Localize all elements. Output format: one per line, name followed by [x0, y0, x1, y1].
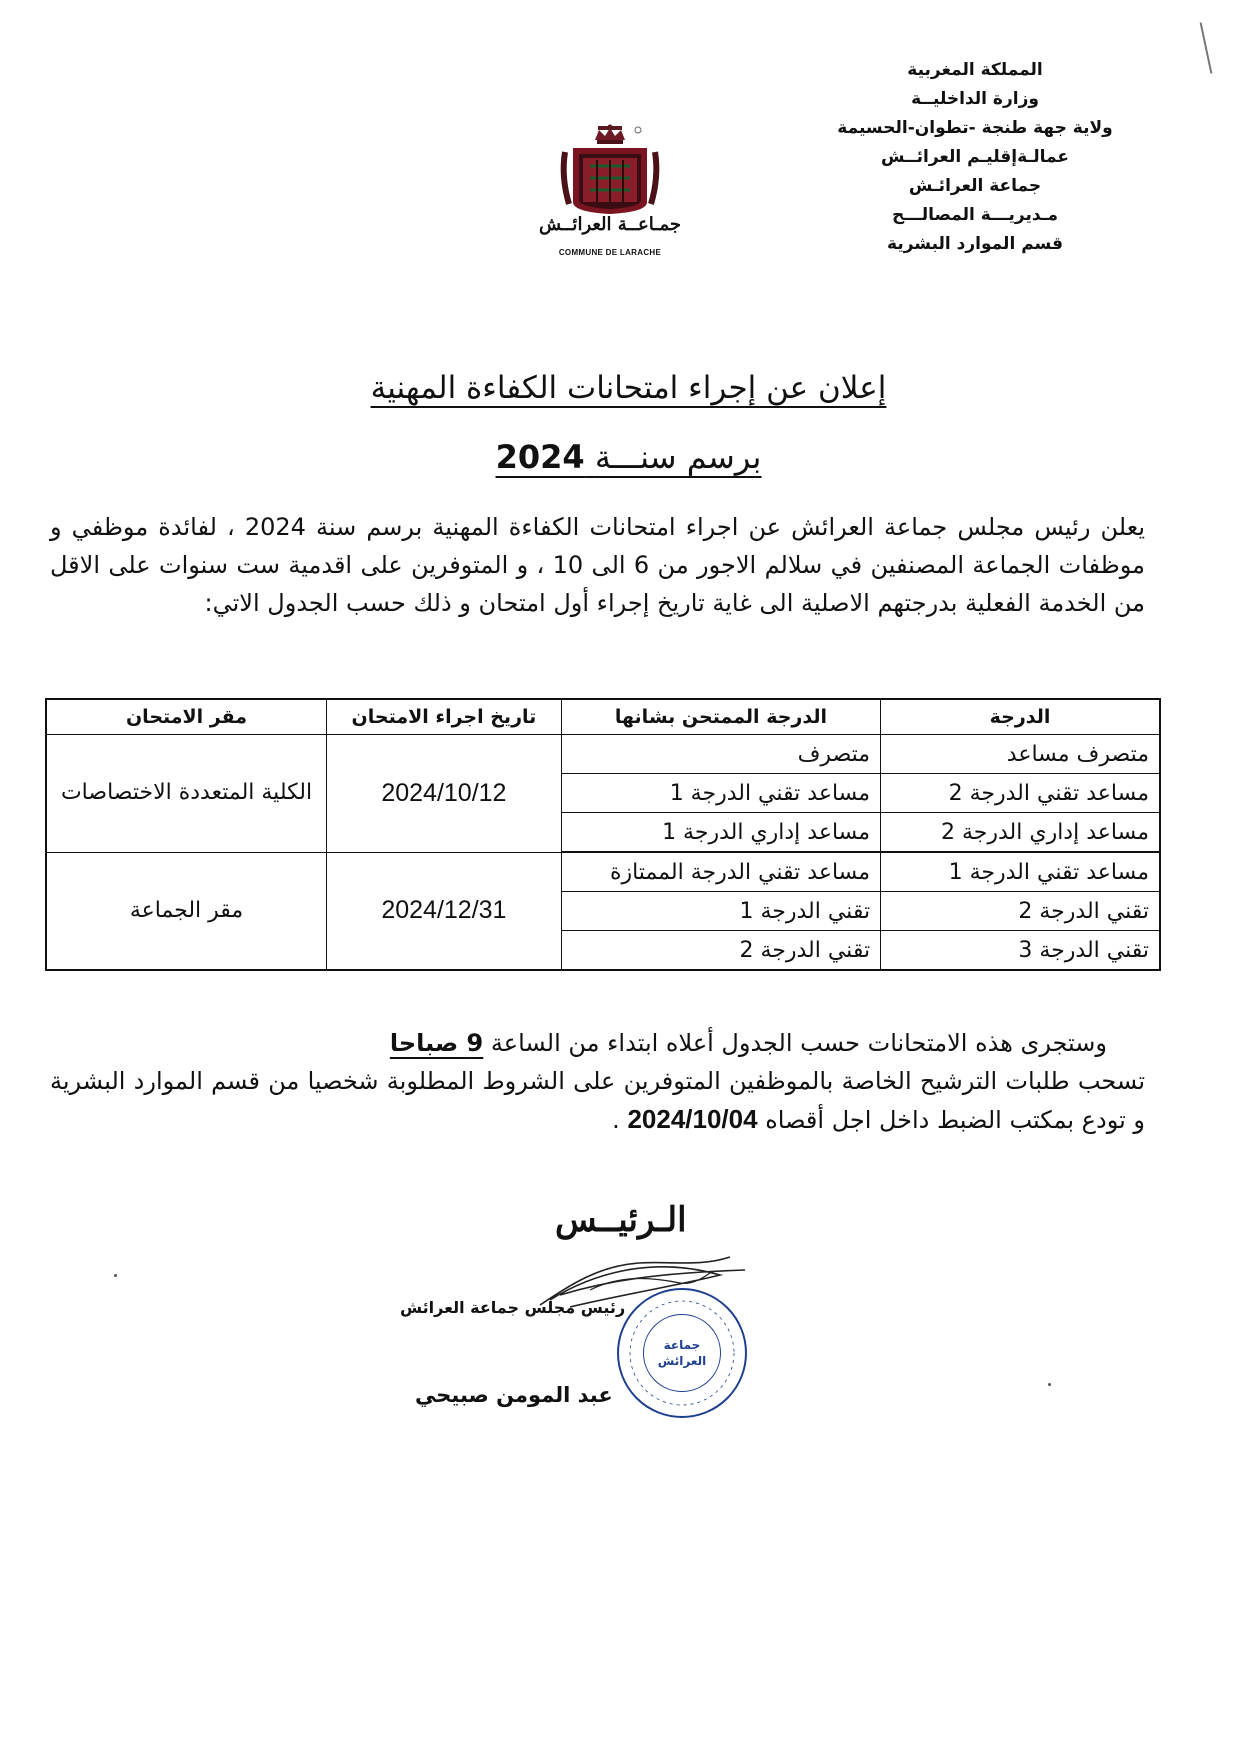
- header-grade: الدرجة: [881, 699, 1160, 735]
- president-role: رئيس مجلس جماعة العرائش: [400, 1298, 626, 1317]
- commune-emblem: [535, 122, 685, 267]
- application-text: تسحب طلبات الترشيح الخاصة بالموظفين المتوفرين على الشروط المطلوبة شخصيا من قسم الموارد البشرية و تودع بمكتب الضبط داخل اجل أقصاه: [50, 1067, 1145, 1134]
- cell-grade: تقني الدرجة 3: [881, 931, 1160, 971]
- cell-target-grade: تقني الدرجة 1: [561, 892, 880, 931]
- header-line-province: عمالـةإقليـم العرائــش: [880, 147, 1070, 167]
- header-target-grade: الدرجة الممتحن بشانها: [561, 699, 880, 735]
- emblem-name-arabic: جمـاعــة العرائــش: [538, 214, 682, 235]
- cell-target-grade: تقني الدرجة 2: [561, 931, 880, 971]
- scan-speck: [1048, 1383, 1051, 1386]
- header-exam-venue: مقر الامتحان: [46, 699, 327, 735]
- exam-time-note: [390, 1024, 1107, 1062]
- cell-target-grade: مساعد إداري الدرجة 1: [561, 813, 880, 853]
- cell-exam-venue: مقر الجماعة: [46, 852, 327, 970]
- margin-mark: [1200, 22, 1213, 73]
- cell-target-grade: مساعد تقني الدرجة الممتازة: [561, 852, 880, 892]
- header-exam-date: تاريخ اجراء الامتحان: [327, 699, 562, 735]
- application-note: [50, 1062, 1145, 1139]
- header-line-wilaya: ولاية جهة طنجة -تطوان-الحسيمة: [837, 118, 1113, 138]
- table-row: [46, 735, 1160, 774]
- application-suffix: .: [612, 1106, 620, 1134]
- president-title: الـرئيــس: [555, 1200, 687, 1240]
- table-header-row: [46, 699, 1160, 735]
- exam-schedule-table: [45, 698, 1161, 971]
- stamp-text-1: جماعة: [663, 1338, 701, 1352]
- cell-target-grade: متصرف: [561, 735, 880, 774]
- stamp-text-2: العرائش: [657, 1354, 707, 1368]
- subtitle-prefix: برسم سنـــة: [594, 438, 762, 476]
- announcement-subtitle: [0, 438, 1257, 476]
- application-deadline: 2024/10/04: [627, 1104, 758, 1134]
- issuer-header: [765, 56, 1185, 259]
- cell-grade: مساعد تقني الدرجة 1: [881, 852, 1160, 892]
- cell-exam-date: 2024/10/12: [327, 735, 562, 853]
- header-line-department: قسم الموارد البشرية: [887, 234, 1063, 254]
- header-line-ministry: وزارة الداخليــة: [911, 89, 1039, 109]
- table-row: [46, 852, 1160, 892]
- cell-grade: تقني الدرجة 2: [881, 892, 1160, 931]
- intro-paragraph: يعلن رئيس مجلس جماعة العرائش عن اجراء امتحانات الكفاءة المهنية برسم سنة 2024 ، لفائدة موظفي و موظفات الجماعة المصنفين في سلالم الاجور من 6 الى 10 ، و المتوفرين على اقدمية ست سنوات على الاقل من الخدمة الفعلية بدرجتهم الاصلية الى غاية تاريخ إجراء أول امتحان و ذلك حسب الجدول الاتي:: [50, 513, 1145, 617]
- official-stamp: [617, 1288, 747, 1418]
- emblem-name-french: COMMUNE DE LARACHE: [558, 248, 662, 257]
- announcement-title: [0, 370, 1257, 406]
- exam-start-time: 9 صباحا: [389, 1029, 484, 1057]
- president-name: عبد المومن صبيحي: [415, 1383, 613, 1407]
- stamp-center: [643, 1314, 721, 1392]
- header-line-directorate: مـديريـــة المصالـــح: [892, 205, 1058, 225]
- scan-speck: [114, 1274, 117, 1277]
- cell-grade: مساعد إداري الدرجة 2: [881, 813, 1160, 853]
- header-line-kingdom: المملكة المغربية: [907, 60, 1043, 80]
- cell-exam-venue: الكلية المتعددة الاختصاصات: [46, 735, 327, 853]
- cell-exam-date: 2024/12/31: [327, 852, 562, 970]
- cell-grade: مساعد تقني الدرجة 2: [881, 774, 1160, 813]
- header-line-commune: جماعة العرائـش: [908, 176, 1042, 196]
- subtitle-year: 2024: [495, 438, 585, 476]
- exam-time-text: وستجرى هذه الامتحانات حسب الجدول أعلاه ابتداء من الساعة: [490, 1029, 1107, 1057]
- coat-of-arms-icon: [535, 122, 685, 217]
- cell-grade: متصرف مساعد: [881, 735, 1160, 774]
- announcement-title-text: إعلان عن إجراء امتحانات الكفاءة المهنية: [370, 370, 887, 406]
- cell-target-grade: مساعد تقني الدرجة 1: [561, 774, 880, 813]
